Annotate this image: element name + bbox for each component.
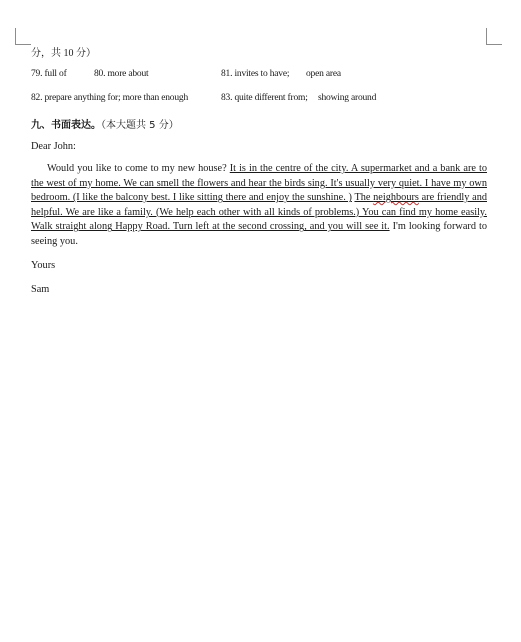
letter-closing: Yours [31, 260, 56, 271]
answer-81-part2: open area [306, 69, 341, 79]
section-note: （本大题共 5 分） [101, 120, 179, 131]
section-title: 九、书面表达。 [31, 120, 101, 131]
answer-83-part2: showing around [318, 93, 377, 103]
letter-underlined-1: It is in the centre of the city. A supermarket and a bank are to the west of my home. We can smell the flowers and hear the birds sing. It's usually very quiet. I have my own bedroom. (I like the balcony best. I like sitting there and enjoy the sunshine. ) [31, 163, 487, 204]
crop-mark-top-left-horizontal [15, 44, 31, 45]
answer-83: 83. quite different from; [221, 93, 308, 103]
letter-greeting: Dear John: [31, 141, 76, 152]
letter-signature: Sam [31, 284, 50, 295]
answer-82: 82. prepare anything for; more than enough [31, 93, 189, 103]
section-heading [31, 116, 179, 131]
letter-s3-after: are friendly and helpful. We are like a family. (We help each other with all kinds of problems.) You can find my home easily. Walk straight along Happy Road. Turn left at the second crossing, and you will see it. [31, 192, 487, 233]
letter-body [31, 162, 487, 250]
letter-sentence-4: I'm looking forward to seeing you. [31, 221, 487, 247]
letter-sentence-1: Would you like to come to my new house? [47, 163, 227, 174]
spelling-flag-word: neighbours [373, 192, 419, 204]
score-note: 分，共 10 分） [31, 48, 96, 59]
crop-mark-top-right-horizontal [486, 44, 502, 45]
answer-81: 81. invites to have; [221, 69, 290, 79]
crop-mark-top-right-vertical [486, 28, 487, 44]
letter-s3-before: The [354, 192, 374, 204]
answer-79: 79. full of [31, 69, 67, 79]
crop-mark-top-left-vertical [15, 28, 16, 44]
answer-80: 80. more about [94, 69, 149, 79]
